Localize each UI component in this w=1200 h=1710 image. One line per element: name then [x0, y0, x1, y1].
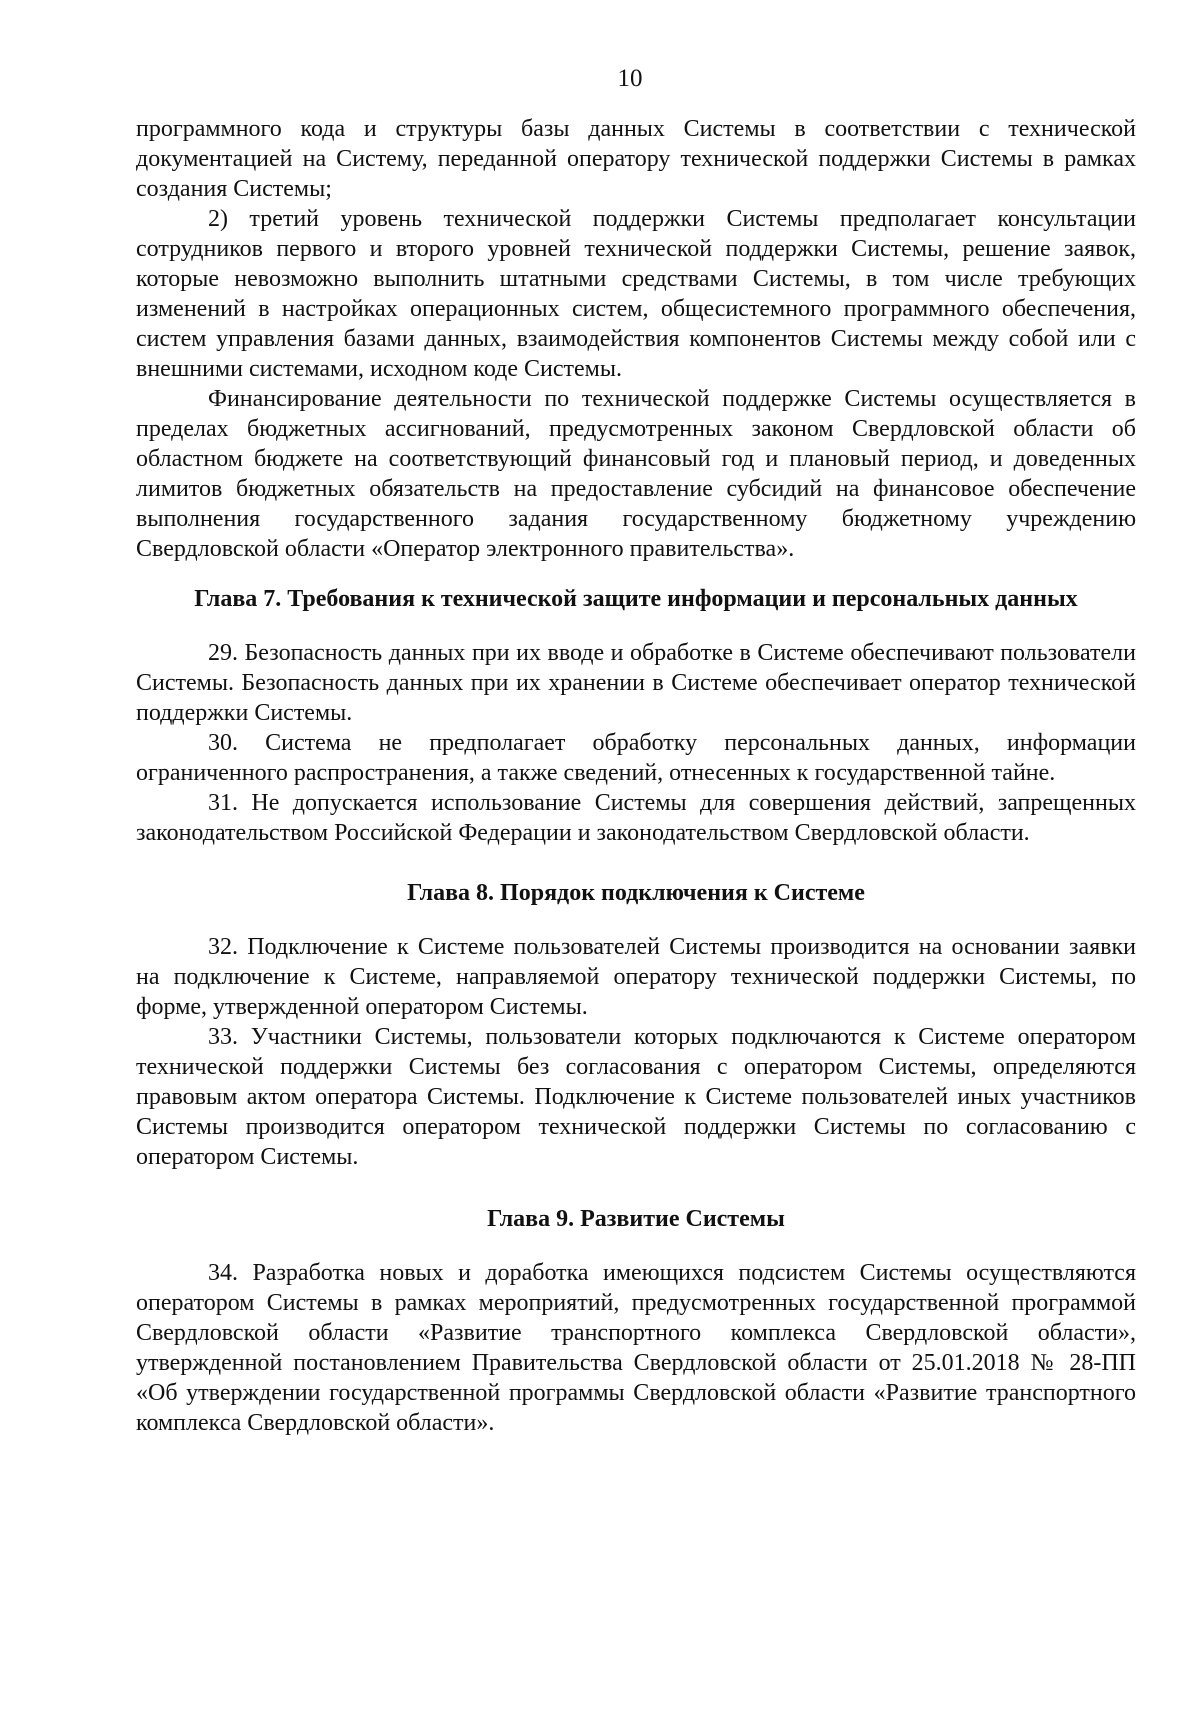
chapter-7-heading: Глава 7. Требования к технической защите информации и персональных данных: [194, 586, 1078, 612]
paragraph-30: 30. Система не предполагает обработку персональных данных, информации ограниченного распространения, а также сведений, отнесенных к государственной тайне.: [136, 730, 1136, 786]
paragraph-31: 31. Не допускается использование Системы для совершения действий, запрещенных законодательством Российской Федерации и законодательством Свердловской области.: [136, 790, 1136, 846]
paragraph-support-level-3: 2) третий уровень технической поддержки Системы предполагает консультации сотрудников первого и второго уровней технической поддержки Системы, решение заявок, которые невозможно выполнить штатными средствами Системы, в том числе требующих изменений в настройках операционных систем, общесистемного программного обеспечения, систем управления базами данных, взаимодействия компонентов Системы между собой или с внешними системами, исходном коде Системы.: [136, 206, 1136, 382]
chapter-9-heading: Глава 9. Развитие Системы: [487, 1206, 785, 1232]
chapter-8-heading: Глава 8. Порядок подключения к Системе: [407, 880, 865, 906]
page-number: 10: [617, 65, 643, 92]
paragraph-29: 29. Безопасность данных при их вводе и обработке в Системе обеспечивают пользователи Системы. Безопасность данных при их хранении в Системе обеспечивает оператор технической поддержки Системы.: [136, 640, 1136, 726]
paragraph-financing: Финансирование деятельности по технической поддержке Системы осуществляется в пределах бюджетных ассигнований, предусмотренных законом Свердловской области об областном бюджете на соответствующий финансовый год и плановый период, и доведенных лимитов бюджетных обязательств на предоставление субсидий на финансовое обеспечение выполнения государственного задания государственному бюджетному учреждению Свердловской области «Оператор электронного правительства».: [136, 386, 1136, 562]
paragraph-34: 34. Разработка новых и доработка имеющихся подсистем Системы осуществляются оператором Системы в рамках мероприятий, предусмотренных государственной программой Свердловской области «Развитие транспортного комплекса Свердловской области», утвержденной постановлением Правительства Свердловской области от 25.01.2018 № 28-ПП «Об утверждении государственной программы Свердловской области «Развитие транспортного комплекса Свердловской области».: [136, 1260, 1136, 1436]
paragraph-33: 33. Участники Системы, пользователи которых подключаются к Системе оператором технической поддержки Системы без согласования с оператором Системы, определяются правовым актом оператора Системы. Подключение к Системе пользователей иных участников Системы производится оператором технической поддержки Системы по согласованию с оператором Системы.: [136, 1024, 1136, 1170]
paragraph-continuation: программного кода и структуры базы данных Системы в соответствии с технической документацией на Систему, переданной оператору технической поддержки Системы в рамках создания Системы;: [136, 116, 1136, 202]
document-body: [136, 114, 1136, 1438]
paragraph-32: 32. Подключение к Системе пользователей Системы производится на основании заявки на подключение к Системе, направляемой оператору технической поддержки Системы, по форме, утвержденной оператором Системы.: [136, 934, 1136, 1020]
